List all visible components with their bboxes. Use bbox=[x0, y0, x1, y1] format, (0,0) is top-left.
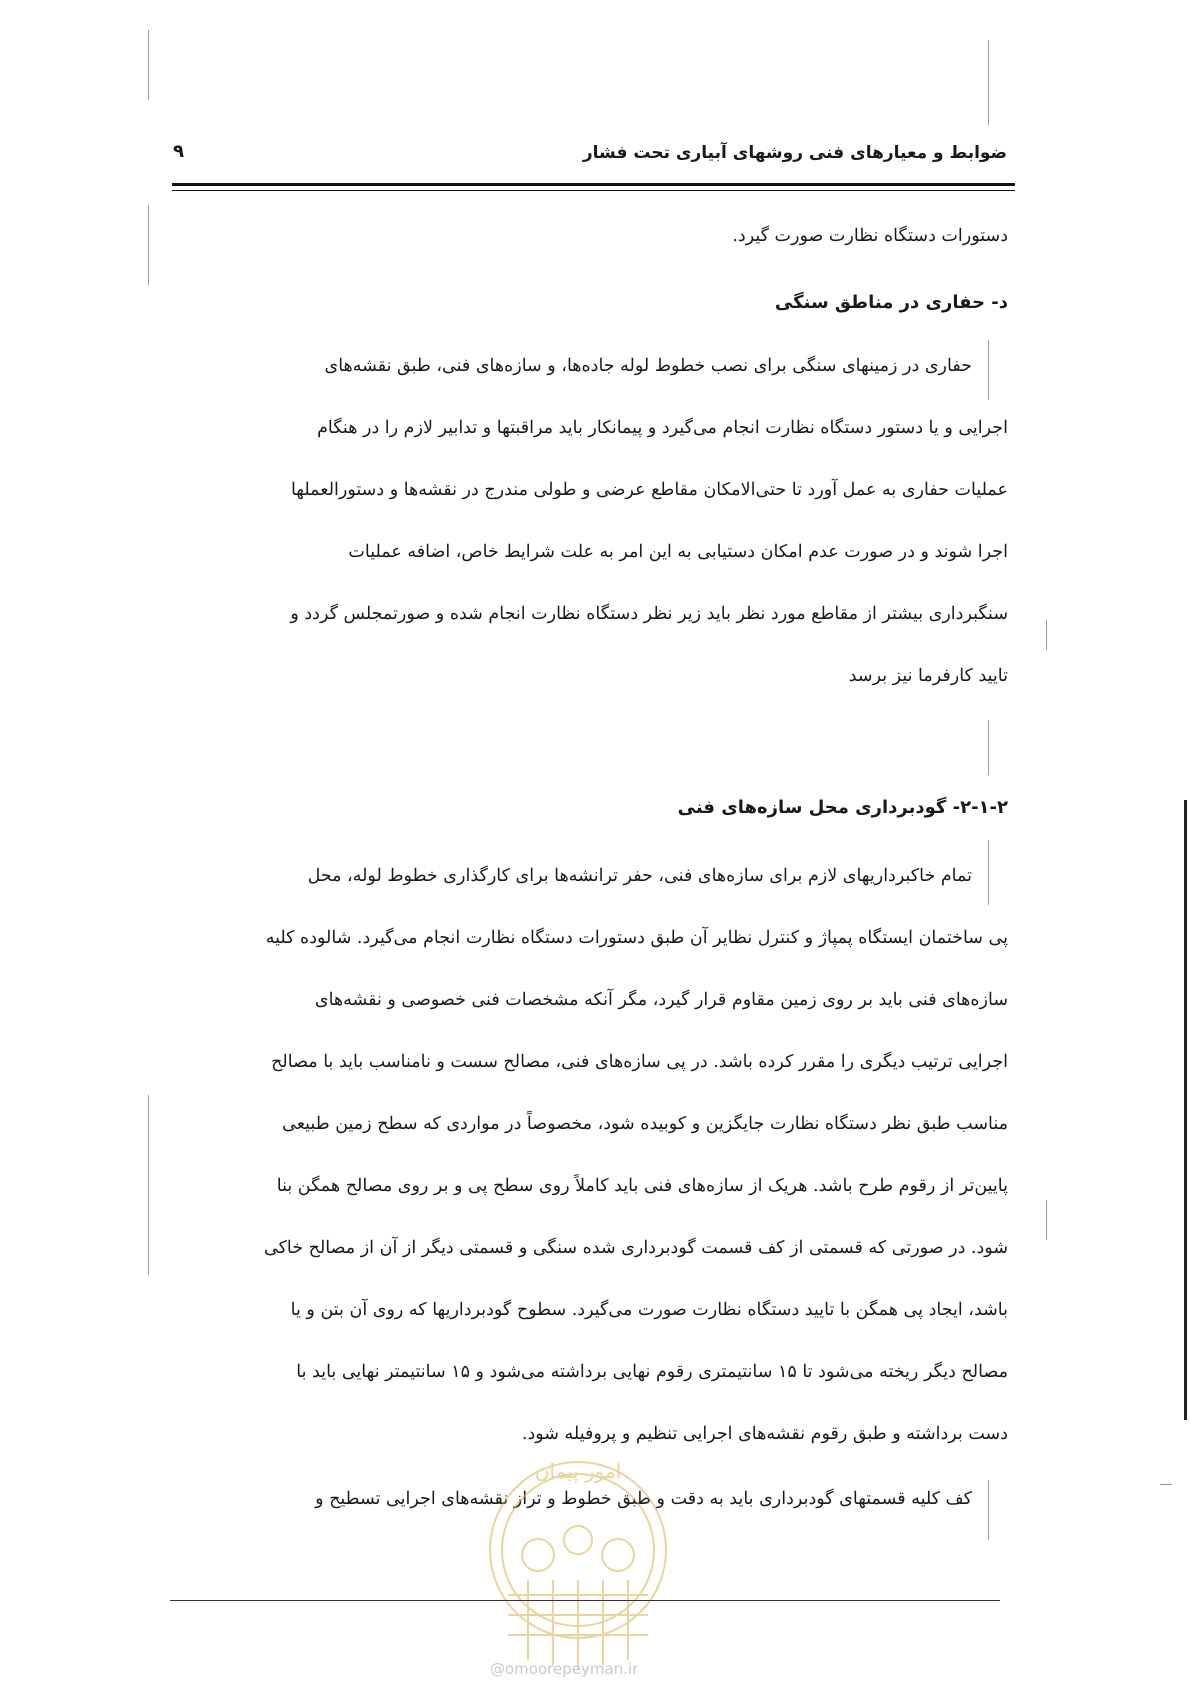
page-number: ۹ bbox=[173, 141, 184, 162]
text-line: پی ساختمان ایستگاه پمپاژ و کنترل نظایر آن طبق دستورات دستگاه نظارت انجام می‌گیرد. شالوده کلیه bbox=[265, 928, 1008, 948]
section-d-paragraph bbox=[172, 335, 1008, 707]
scan-artifact-line bbox=[148, 30, 149, 100]
scan-artifact-line bbox=[988, 720, 989, 775]
seal-stamp bbox=[478, 1430, 678, 1675]
section-2-1-2-paragraph bbox=[172, 845, 1008, 1465]
text-line: مناسب طبق نظر دستگاه نظارت جایگزین و کوبیده شود، مخصوصاً در مواردی که سطح زمین طبیعی bbox=[282, 1114, 1008, 1134]
text-line: اجرا شوند و در صورت عدم امکان دستیابی به این امر به علت شرایط خاص، اضافه عملیات bbox=[348, 542, 1008, 562]
text-line: کف کلیه قسمتهای گودبرداری باید به دقت و طبق خطوط و تراز نقشه‌های اجرایی تسطیح و bbox=[315, 1489, 972, 1509]
text-line: مصالح دیگر ریخته می‌شود تا ۱۵ سانتیمتری رقوم نهایی برداشته می‌شود و ۱۵ سانتیمتر نهایی باید با bbox=[296, 1362, 1008, 1382]
text-line: سنگبرداری بیشتر از مقاطع مورد نظر باید زیر نظر دستگاه نظارت انجام شده و صورتمجلس گردد و bbox=[290, 604, 1008, 624]
text-line: باشد، ایجاد پی همگن با تایید دستگاه نظارت صورت می‌گیرد. سطوح گودبرداریها که روی آن بتن و یا bbox=[290, 1300, 1008, 1320]
text-line: حفاری در زمینهای سنگی برای نصب خطوط لوله جاده‌ها، و سازه‌های فنی، طبق نقشه‌های bbox=[324, 356, 972, 376]
scan-artifact-line bbox=[1046, 620, 1047, 650]
stamp-text: امور پیمان bbox=[534, 1459, 622, 1483]
text-line: تمام خاکبرداریهای لازم برای سازه‌های فنی، حفر ترانشه‌ها برای کارگذاری خطوط لوله، محل bbox=[307, 866, 972, 886]
text-line: سازه‌های فنی باید بر روی زمین مقاوم قرار گیرد، مگر آنکه مشخصات فنی خصوصی و نقشه‌های bbox=[314, 990, 1008, 1010]
section-heading-2-1-2: ۲-۱-۲- گودبرداری محل سازه‌های فنی bbox=[677, 797, 1008, 818]
scan-artifact-line bbox=[148, 205, 149, 285]
section-heading-d: د- حفاری در مناطق سنگی bbox=[774, 292, 1008, 313]
text-line: دست برداشته و طبق رقوم نقشه‌های اجرایی تنظیم و پروفیله شود. bbox=[521, 1424, 1008, 1444]
scan-artifact-line bbox=[988, 40, 989, 125]
running-header-title: ضوابط و معیارهای فنی روشهای آبیاری تحت فشار bbox=[582, 143, 1007, 163]
text-line: دستورات دستگاه نظارت صورت گیرد. bbox=[732, 226, 1008, 246]
scan-artifact-line bbox=[1046, 1200, 1047, 1240]
header-rule-thick bbox=[172, 183, 1015, 186]
text-line: اجرایی و یا دستور دستگاه نظارت انجام می‌گیرد و پیمانکار باید مراقبتها و تدابیر لازم را در هنگام bbox=[317, 418, 1008, 438]
scan-artifact-line bbox=[148, 1095, 149, 1275]
text-line: تایید کارفرما نیز برسد bbox=[848, 666, 1008, 686]
footer-rule bbox=[170, 1600, 1000, 1601]
scan-edge-line bbox=[1184, 800, 1187, 1420]
text-line: پایین‌تر از رقوم طرح باشد. هریک از سازه‌های فنی باید کاملاً روی سطح پی و بر روی مصالح همگن بنا bbox=[276, 1176, 1008, 1196]
watermark-url: @omoorepeyman.ir bbox=[490, 1660, 639, 1678]
text-line: شود. در صورتی که قسمتی از کف قسمت گودبرداری شده سنگی و قسمتی دیگر از آن از مصالح خاکی bbox=[264, 1238, 1008, 1258]
header-rule-thin bbox=[172, 190, 1015, 191]
intro-paragraph bbox=[172, 205, 1008, 267]
scan-artifact-line bbox=[1160, 1484, 1172, 1485]
text-line: اجرایی ترتیب دیگری را مقرر کرده باشد. در پی سازه‌های فنی، مصالح سست و نامناسب باید با مصالح bbox=[271, 1052, 1008, 1072]
text-line: عملیات حفاری به عمل آورد تا حتی‌الامکان مقاطع عرضی و طولی مندرج در نقشه‌ها و دستورالعملها bbox=[290, 480, 1008, 500]
